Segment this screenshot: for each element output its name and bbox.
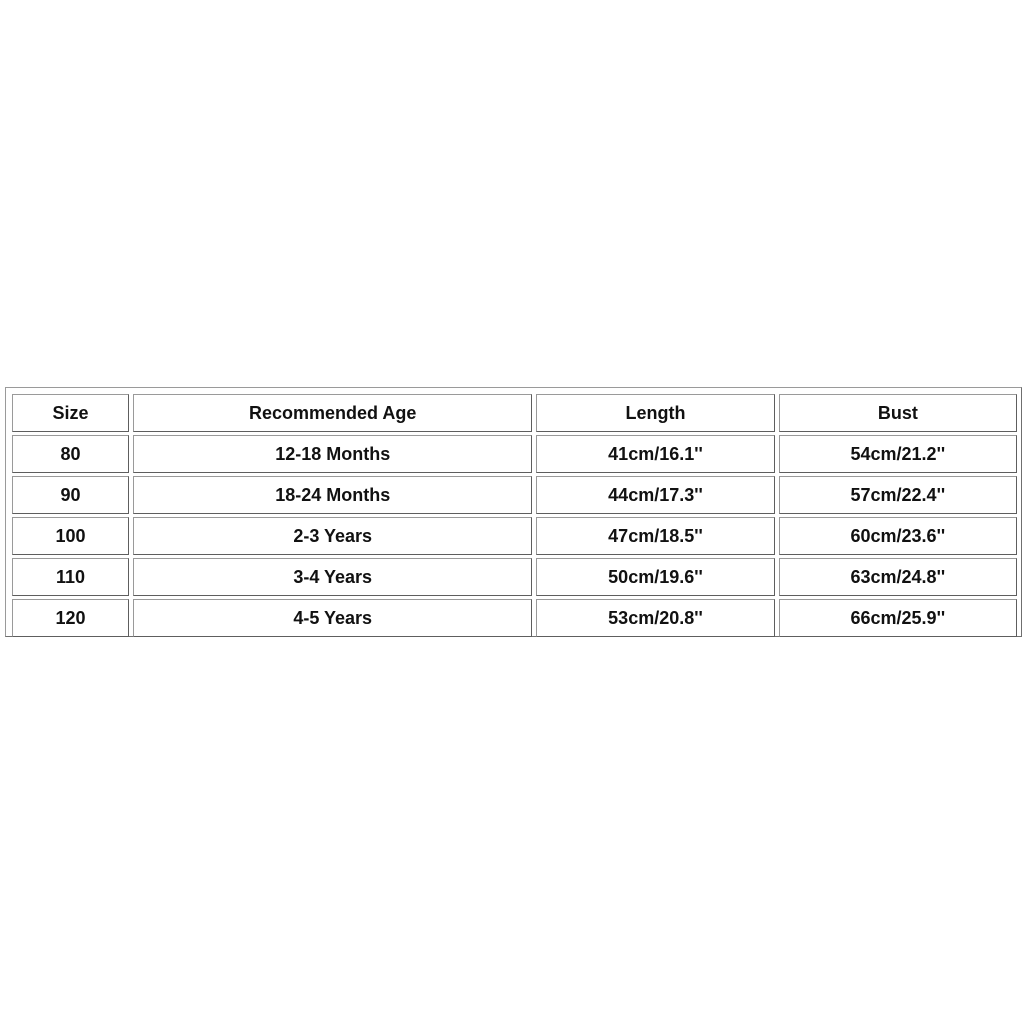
cell-size: 80: [12, 435, 129, 473]
cell-recommended-age: 2-3 Years: [133, 517, 532, 555]
cell-recommended-age: 3-4 Years: [133, 558, 532, 596]
cell-size: 90: [12, 476, 129, 514]
cell-length: 41cm/16.1'': [536, 435, 774, 473]
table-row: [12, 517, 1017, 555]
table-row: [12, 558, 1017, 596]
cell-length: 50cm/19.6'': [536, 558, 774, 596]
cell-recommended-age: 12-18 Months: [133, 435, 532, 473]
cell-length: 47cm/18.5'': [536, 517, 774, 555]
header-recommended-age: Recommended Age: [133, 394, 532, 432]
table-header-row: [12, 394, 1017, 432]
cell-bust: 54cm/21.2'': [779, 435, 1017, 473]
table-row: [12, 599, 1017, 637]
cell-length: 44cm/17.3'': [536, 476, 774, 514]
cell-length: 53cm/20.8'': [536, 599, 774, 637]
cell-size: 110: [12, 558, 129, 596]
header-bust: Bust: [779, 394, 1017, 432]
size-chart-frame: [5, 387, 1022, 637]
cell-size: 100: [12, 517, 129, 555]
cell-bust: 63cm/24.8'': [779, 558, 1017, 596]
header-size: Size: [12, 394, 129, 432]
table-row: [12, 476, 1017, 514]
header-length: Length: [536, 394, 774, 432]
cell-bust: 57cm/22.4'': [779, 476, 1017, 514]
cell-bust: 66cm/25.9'': [779, 599, 1017, 637]
size-chart-table: [8, 391, 1021, 640]
table-row: [12, 435, 1017, 473]
cell-size: 120: [12, 599, 129, 637]
cell-bust: 60cm/23.6'': [779, 517, 1017, 555]
cell-recommended-age: 4-5 Years: [133, 599, 532, 637]
cell-recommended-age: 18-24 Months: [133, 476, 532, 514]
